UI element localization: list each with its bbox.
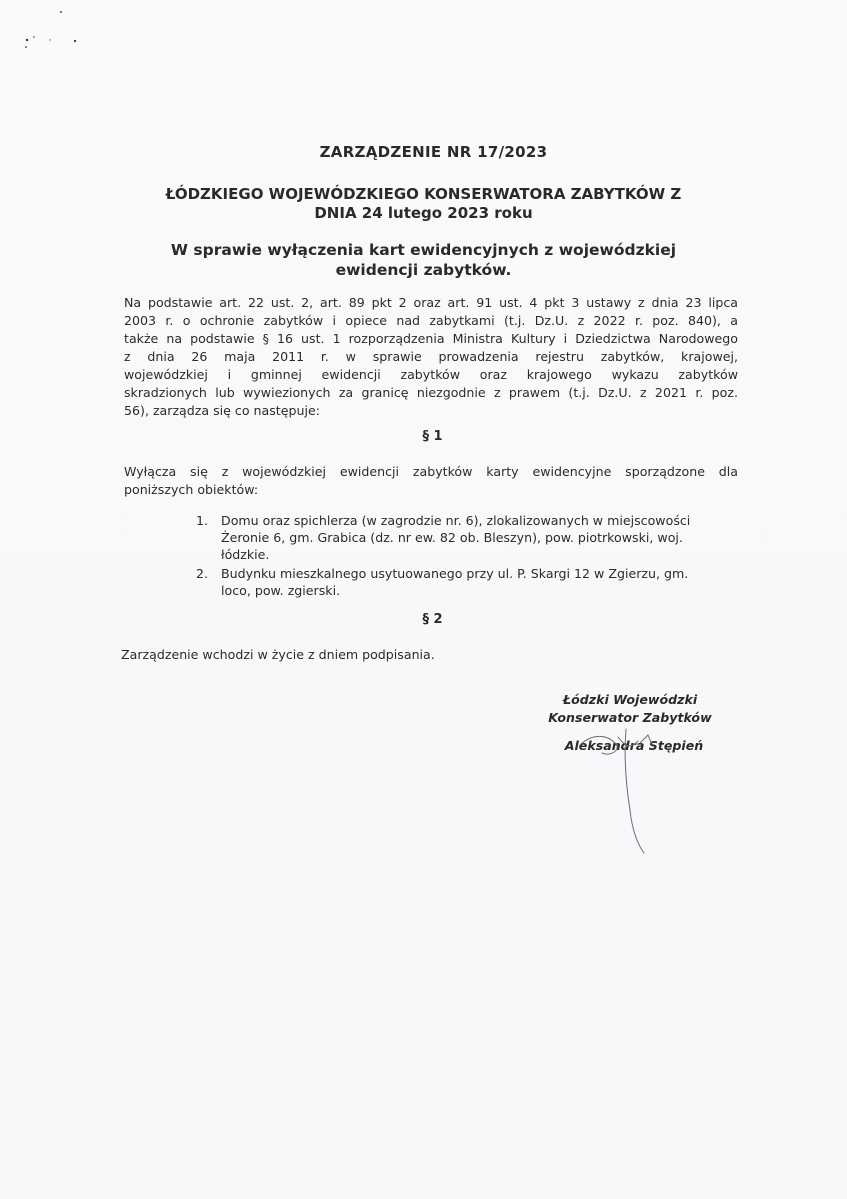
subject-line: W sprawie wyłączenia kart ewidencyjnych z wojewódzkiej <box>170 241 677 259</box>
list-item-line: Budynku mieszkalnego usytuowanego przy ul. P. Skargi 12 w Zgierzu, gm. <box>221 566 689 581</box>
issuer-line: ŁÓDZKIEGO WOJEWÓDZKIEGO KONSERWATORA ZABYTKÓW Z <box>165 185 682 203</box>
signature-title-line: Łódzki Wojewódzki <box>562 692 698 707</box>
document-subject <box>0 240 847 280</box>
list-item-line: Domu oraz spichlerza (w zagrodzie nr. 6), zlokalizowanych w miejscowości <box>221 513 691 528</box>
list-item-line: loco, pow. zgierski. <box>221 583 341 598</box>
list-item-number: 1. <box>196 513 209 528</box>
paragraph-line: Na podstawie art. 22 ust. 2, art. 89 pkt 2 oraz art. 91 ust. 4 pkt 3 ustawy z dnia 23 lipca <box>124 295 738 310</box>
section-2-paragraph: Zarządzenie wchodzi w życie z dniem podpisania. <box>121 647 435 662</box>
section-2-mark: § 2 <box>422 612 443 627</box>
legal-basis-paragraph <box>124 294 738 420</box>
paragraph-line: także na podstawie § 16 ust. 1 rozporządzenia Ministra Kultury i Dziedzictwa Narodowego <box>124 331 738 346</box>
section-1-mark: § 1 <box>422 429 443 444</box>
list-item-line: Żeronie 6, gm. Grabica (dz. nr ew. 82 ob. Bleszyn), pow. piotrkowski, woj. <box>221 530 683 545</box>
list-item-line: łódzkie. <box>221 547 270 562</box>
signatory-name: Aleksandra Stępień <box>564 738 704 753</box>
paragraph-line: 56), zarządza się co następuje: <box>124 403 320 418</box>
objects-list <box>196 512 741 601</box>
list-item <box>196 512 741 563</box>
handwritten-signature <box>560 715 680 865</box>
paragraph-line: 2003 r. o ochronie zabytków i opiece nad zabytkami (t.j. Dz.U. z 2022 r. poz. 840), a <box>124 313 738 328</box>
document-heading: ZARZĄDZENIE NR 17/2023 <box>319 143 548 161</box>
section-1-paragraph <box>124 463 738 499</box>
issuer-line: DNIA 24 lutego 2023 roku <box>314 204 533 222</box>
list-item <box>196 565 741 599</box>
paragraph-line: wojewódzkiej i gminnej ewidencji zabytków oraz krajowego wykazu zabytków <box>124 367 738 382</box>
scan-specks <box>0 0 120 60</box>
paragraph-line: skradzionych lub wywiezionych za granicę niezgodnie z prawem (t.j. Dz.U. z 2021 r. poz. <box>124 385 738 400</box>
signature-title-line: Konserwator Zabytków <box>548 710 712 725</box>
document-issuer <box>0 185 847 223</box>
paragraph-line: Wyłącza się z wojewódzkiej ewidencji zabytków karty ewidencyjne sporządzone dla <box>124 464 738 479</box>
list-item-number: 2. <box>196 566 209 581</box>
subject-line: ewidencji zabytków. <box>335 261 512 279</box>
paragraph-line: poniższych obiektów: <box>124 482 259 497</box>
paragraph-line: z dnia 26 maja 2011 r. w sprawie prowadzenia rejestru zabytków, krajowej, <box>124 349 738 364</box>
